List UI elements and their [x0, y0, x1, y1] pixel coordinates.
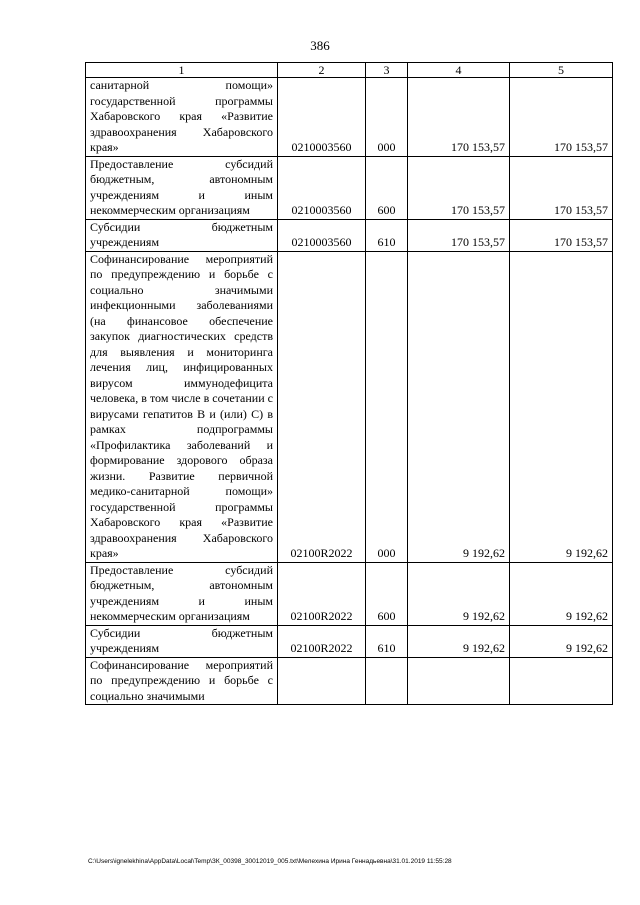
row-expense-type: 610 [366, 625, 408, 657]
row-description: санитарной помощи» государственной программы Хабаровского края «Развитие здравоохранения Хабаровского края» [86, 78, 278, 157]
table-row [86, 156, 613, 219]
row-code: 0210003560 [278, 156, 366, 219]
table-row [86, 78, 613, 157]
row-amount-1 [408, 657, 510, 705]
column-header-5: 5 [510, 63, 613, 78]
row-description: Софинансирование мероприятий по предупреждению и борьбе с социально значимыми [86, 657, 278, 705]
page-number: 386 [310, 38, 330, 53]
row-description: Субсидии бюджетным учреждениям [86, 625, 278, 657]
row-amount-1: 9 192,62 [408, 251, 510, 562]
row-code: 02100R2022 [278, 251, 366, 562]
row-expense-type: 600 [366, 562, 408, 625]
table-row [86, 562, 613, 625]
budget-table [85, 62, 613, 705]
row-code: 0210003560 [278, 219, 366, 251]
table-row [86, 251, 613, 562]
column-header-4: 4 [408, 63, 510, 78]
file-path-footer: C:\Users\ignelekhina\AppData\Local\Temp\ЗК_00398_30012019_005.txt\Мелехина Ирина Геннадьевна\31.01.2019 11:55:28 [88, 858, 452, 865]
row-amount-2: 9 192,62 [510, 625, 613, 657]
row-description: Предоставление субсидий бюджетным, автономным учреждениям и иным некоммерческим организациям [86, 156, 278, 219]
row-amount-2: 170 153,57 [510, 219, 613, 251]
row-amount-1: 9 192,62 [408, 625, 510, 657]
column-header-3: 3 [366, 63, 408, 78]
row-amount-2: 170 153,57 [510, 78, 613, 157]
row-code: 02100R2022 [278, 562, 366, 625]
row-expense-type [366, 657, 408, 705]
row-description: Софинансирование мероприятий по предупреждению и борьбе с социально значимыми инфекционными заболеваниями (на финансовое обеспечение закупок диагностических средств для выявления и мониторинга лечения лиц, инфицированных вирусом иммунодефицита человека, в том числе в сочетании с вирусами гепатитов B и (или) C) в рамках подпрограммы «Профилактика заболеваний и формирование здорового образа жизни. Развитие первичной медико-санитарной помощи» государственной программы Хабаровского края «Развитие здравоохранения Хабаровского края» [86, 251, 278, 562]
row-code [278, 657, 366, 705]
row-description: Субсидии бюджетным учреждениям [86, 219, 278, 251]
row-amount-2: 9 192,62 [510, 251, 613, 562]
row-code: 02100R2022 [278, 625, 366, 657]
row-amount-2: 170 153,57 [510, 156, 613, 219]
row-amount-2 [510, 657, 613, 705]
row-amount-1: 9 192,62 [408, 562, 510, 625]
row-amount-1: 170 153,57 [408, 156, 510, 219]
table-row [86, 625, 613, 657]
row-amount-1: 170 153,57 [408, 219, 510, 251]
row-expense-type: 000 [366, 251, 408, 562]
row-code: 0210003560 [278, 78, 366, 157]
row-expense-type: 600 [366, 156, 408, 219]
table-row [86, 219, 613, 251]
column-header-2: 2 [278, 63, 366, 78]
row-amount-2: 9 192,62 [510, 562, 613, 625]
table-header-row [86, 63, 613, 78]
column-header-1: 1 [86, 63, 278, 78]
table-row [86, 657, 613, 705]
row-expense-type: 000 [366, 78, 408, 157]
row-expense-type: 610 [366, 219, 408, 251]
row-amount-1: 170 153,57 [408, 78, 510, 157]
row-description: Предоставление субсидий бюджетным, автономным учреждениям и иным некоммерческим организациям [86, 562, 278, 625]
